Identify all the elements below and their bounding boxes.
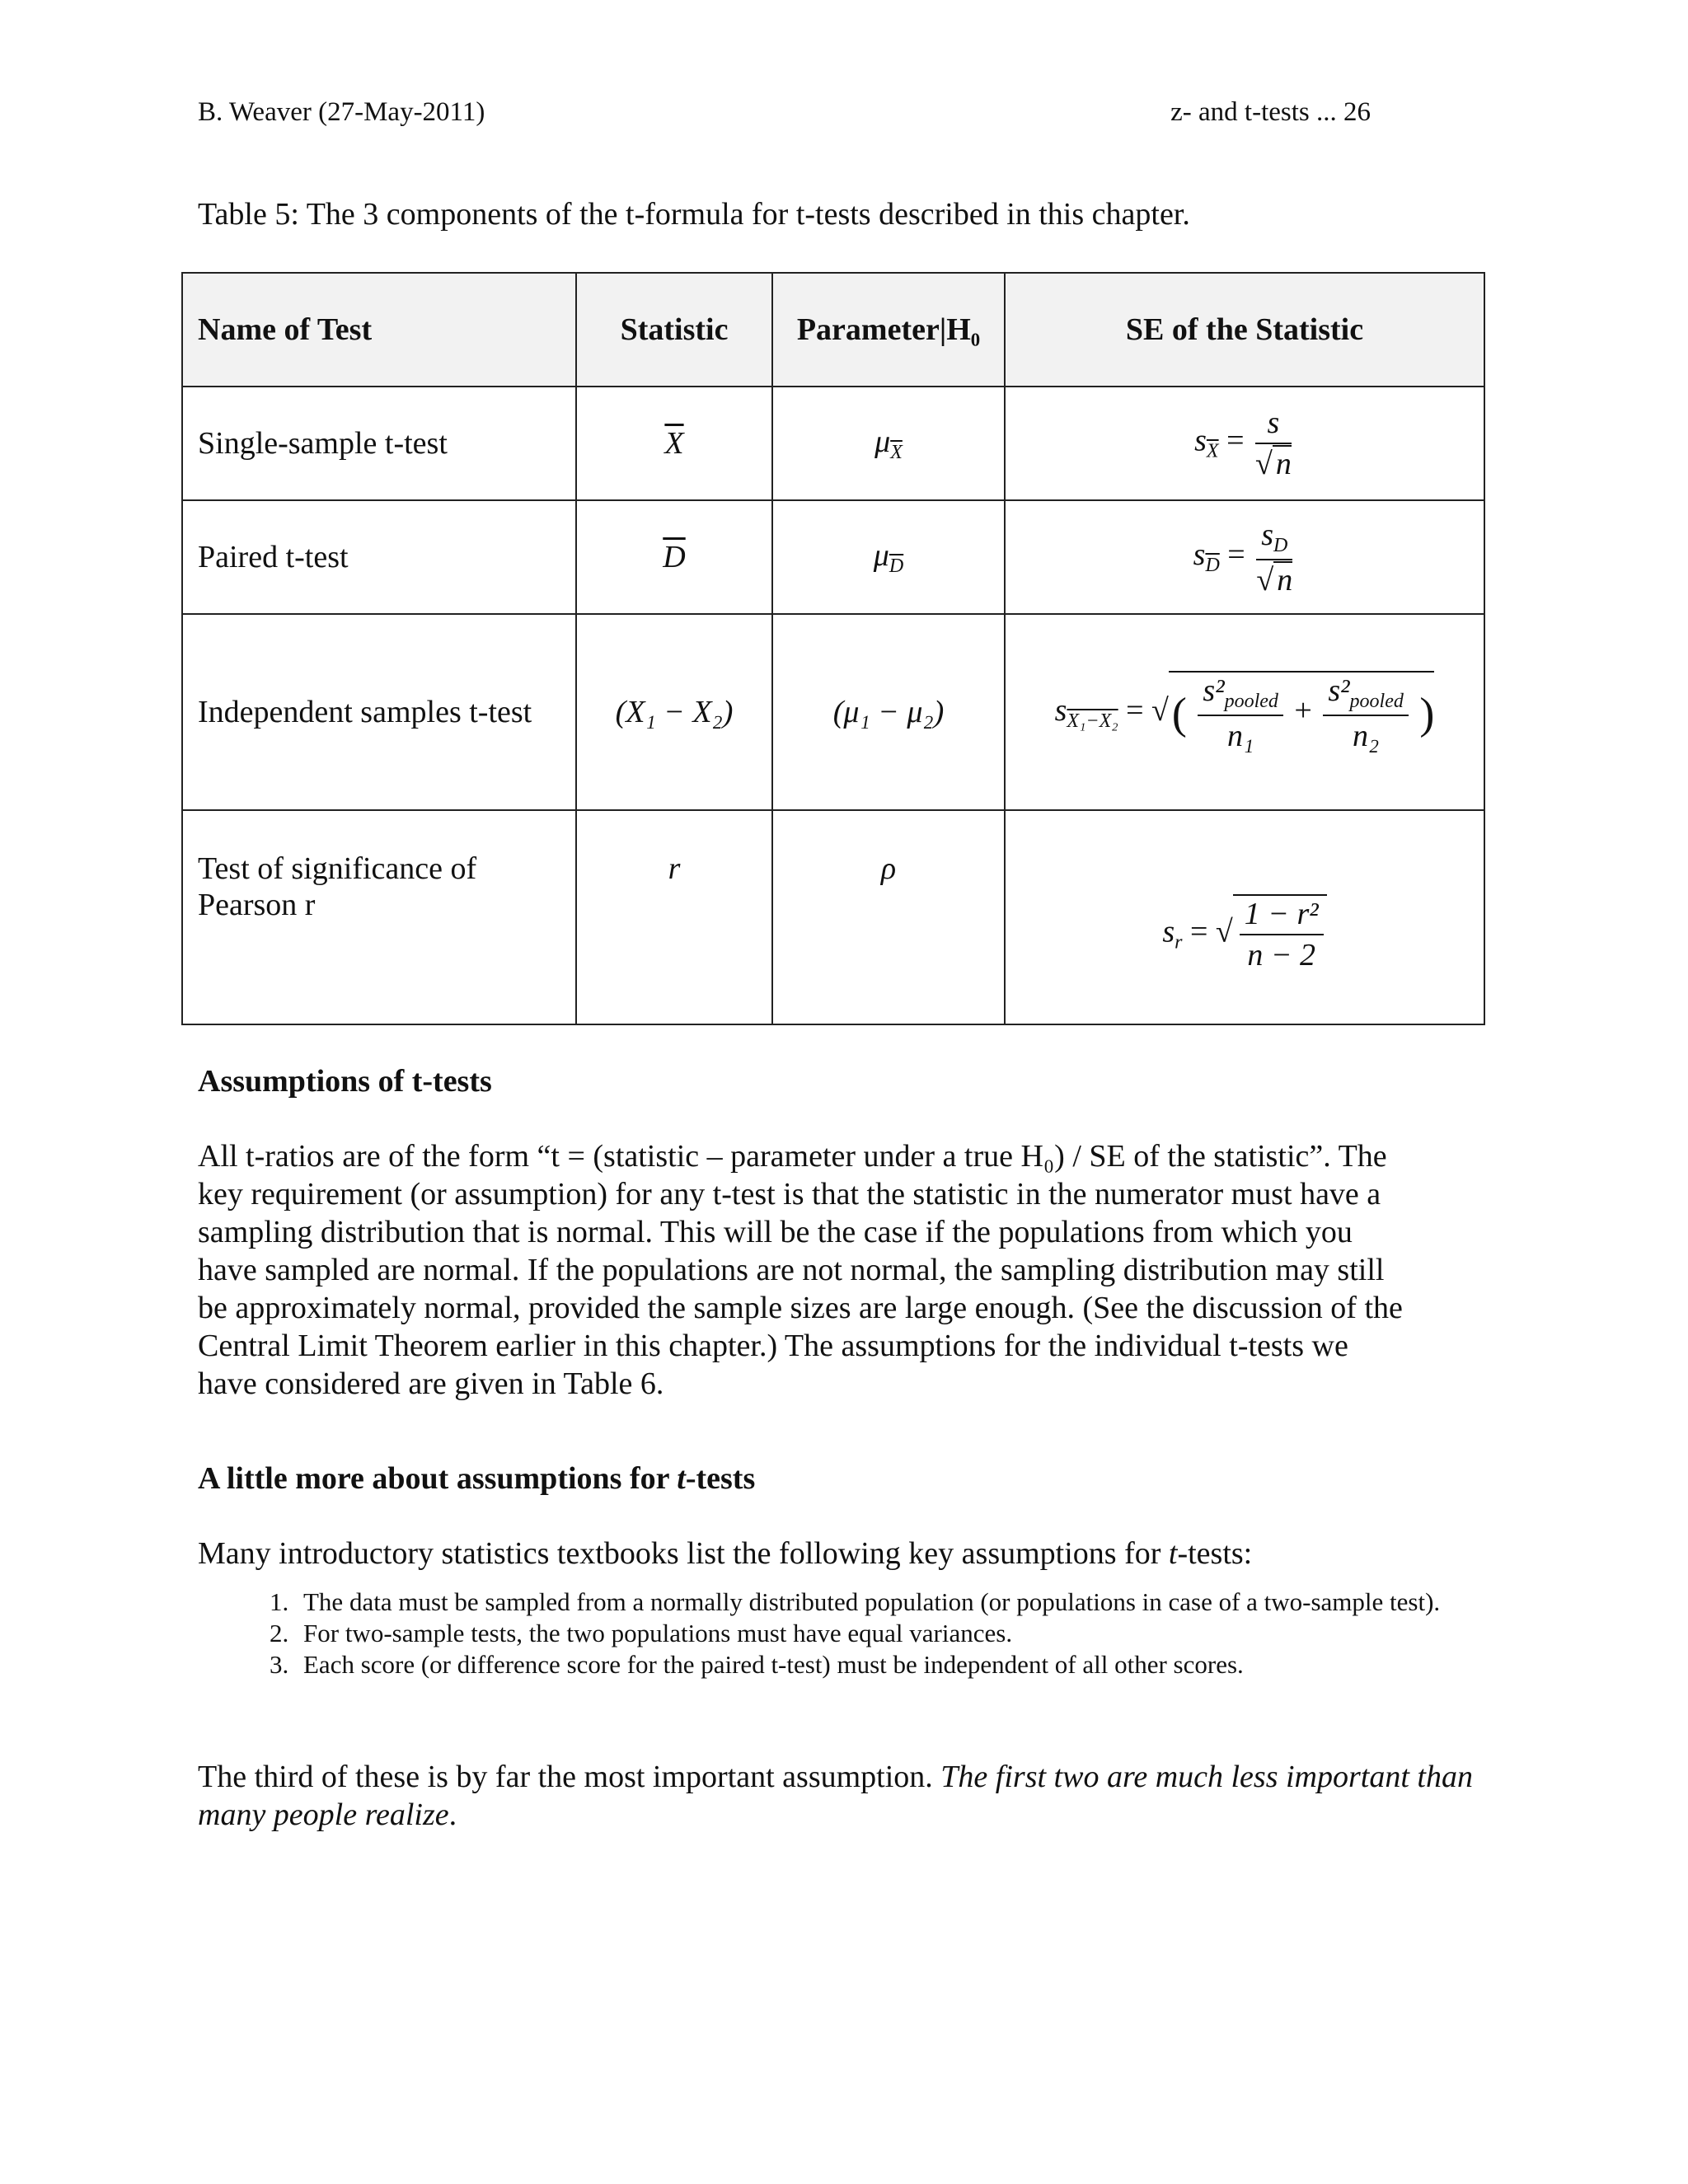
test-name: Single-sample t-test <box>182 387 576 500</box>
table-row <box>182 500 1484 614</box>
se-formula: $s_r$ = √ $\frac{\text{1 − r²}}{n - 2}$ <box>1005 810 1484 1024</box>
section-heading-assumptions: Assumptions of t-tests <box>198 1064 492 1099</box>
statistic-cell: r <box>576 810 772 1024</box>
parameter-cell: $\mu_{\overline{X}}$ <box>772 387 1005 500</box>
se-formula: $s_{\overline{X}}$ = $\frac{s}{√ n}$ <box>1005 387 1484 500</box>
parameter-cell: ρ <box>772 810 1005 1024</box>
running-header-author: B. Weaver (27-May-2011) <box>198 97 485 127</box>
table-row <box>182 387 1484 500</box>
assumptions-list <box>198 1586 1564 1680</box>
closing-paragraph: The third of these is by far the most important assumption. The first two are much less important than many people realize. <box>198 1760 1473 1832</box>
components-table <box>181 272 1485 1025</box>
test-name: Paired t-test <box>182 500 576 614</box>
se-formula: $s_{\overline{D}}$ = $\frac{s_D}{√ n}$ <box>1005 500 1484 614</box>
statistic-cell: (X₁ − X₂) <box>576 614 772 810</box>
list-item: 3. Each score (or difference score for the paired t-test) must be independent of all other scores. <box>295 1649 1564 1680</box>
test-name: Independent samples t-test <box>182 614 576 810</box>
header-statistic: Statistic <box>576 273 772 387</box>
statistic-cell: $\overline{D}$ <box>576 500 772 614</box>
se-formula: $s_{X_1-X_2}$ = √( $\frac{s^2_{pooled}}{\text{n₁}}$ + $\frac{s^2_{pooled}}{\text{n₂}}$ ) <box>1005 614 1484 810</box>
list-item: 1. The data must be sampled from a normally distributed population (or populations in case of a two-sample test). <box>295 1586 1564 1618</box>
header-parameter: Parameter|H₀ <box>772 273 1005 387</box>
test-name: Test of significance of Pearson r <box>182 810 576 1024</box>
header-name-of-test: Name of Test <box>182 273 576 387</box>
table-row <box>182 810 1484 1024</box>
table-row <box>182 614 1484 810</box>
parameter-cell: (μ₁ − μ₂) <box>772 614 1005 810</box>
statistic-cell: $\overline{X}$ <box>576 387 772 500</box>
table-caption: Table 5: The 3 components of the t-formula for t-tests described in this chapter. <box>198 197 1190 232</box>
assumptions-paragraph: All t-ratios are of the form “t = (statistic – parameter under a true H₀) / SE of the statistic”. The key requirement (or assumption) for any t-test is that the statistic in the numerator must have a sampling distribution that is normal. This will be the case if the populations from which you have sampled are normal. If the populations are not normal, the sampling distribution may still be approximately normal, provided the sample sizes are large enough. (See the discussion of the Central Limit Theorem earlier in this chapter.) The assumptions for the individual t-tests we have considered are given in Table 6. <box>198 1139 1403 1401</box>
header-se: SE of the Statistic <box>1005 273 1484 387</box>
running-header-page: z- and t-tests ... 26 <box>1170 97 1371 127</box>
parameter-cell: $\mu_{\overline{D}}$ <box>772 500 1005 614</box>
list-item: 2. For two-sample tests, the two populations must have equal variances. <box>295 1618 1564 1649</box>
section-heading-more-assumptions: A little more about assumptions for t-tests <box>198 1461 756 1496</box>
table-header-row <box>182 273 1484 387</box>
assumptions-intro: Many introductory statistics textbooks list the following key assumptions for t-tests: <box>198 1536 1253 1571</box>
